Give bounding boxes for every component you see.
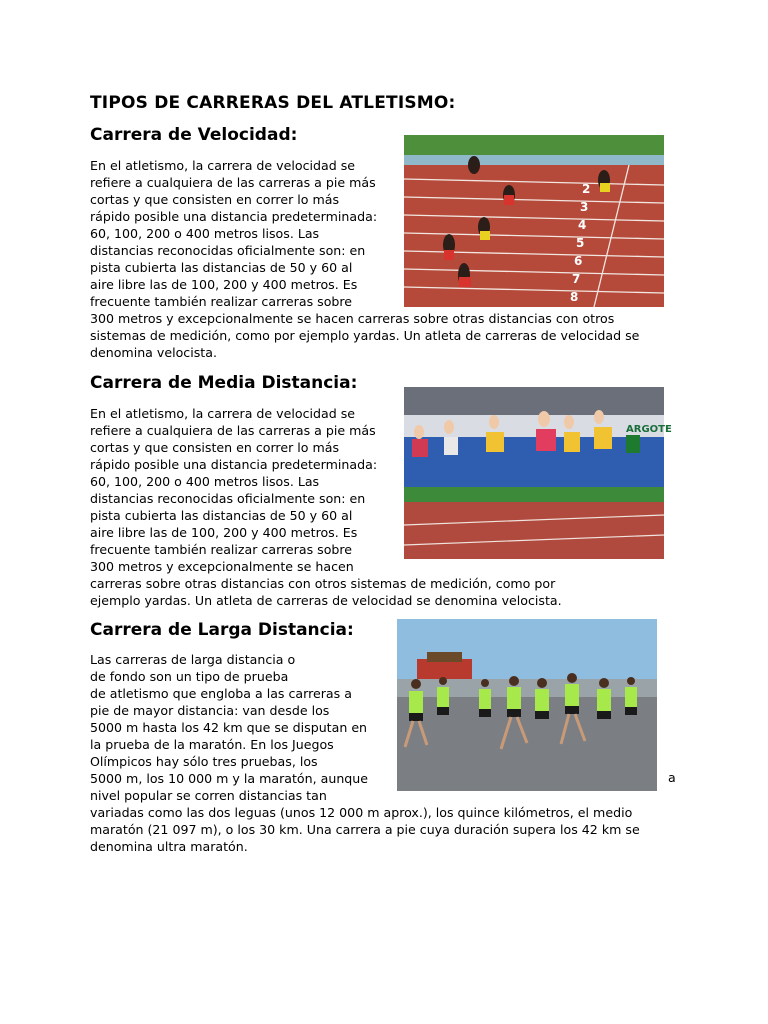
text-line: ejemplo yardas. Un atleta de carreras de velocidad se denomina velocista. [90, 593, 562, 608]
text-line: refiere a cualquiera de las carreras a pie más [90, 423, 376, 438]
text-line: pie de mayor distancia: van desde los [90, 703, 330, 718]
text-line: 300 metros y excepcionalmente se hacen [90, 559, 354, 574]
lane-number: 8 [570, 290, 579, 304]
lane-number: 2 [582, 182, 591, 196]
text-line: rápido posible una distancia predeterminada: [90, 209, 378, 224]
text-line: En el atletismo, la carrera de velocidad se [90, 158, 356, 173]
text-line: distancias reconocidas oficialmente son: en [90, 491, 366, 506]
lane-number: 4 [578, 218, 587, 232]
text-line: Las carreras de larga distancia o [90, 652, 296, 667]
text-line: de atletismo que engloba a las carreras a [90, 686, 352, 701]
text-line: distancias reconocidas oficialmente son: en [90, 243, 366, 258]
text-line: variadas como las dos leguas (unos 12 000 m aprox.), los quince kilómetros, el medio [90, 805, 633, 820]
text-line: rápido posible una distancia predeterminada: [90, 457, 378, 472]
text-line: de fondo son un tipo de prueba [90, 669, 289, 684]
stray-char: a [668, 770, 676, 785]
text-line: cortas y que consisten en correr lo más [90, 440, 340, 455]
middle-distance-photo [404, 387, 672, 559]
heading-velocidad: Carrera de Velocidad: [90, 125, 298, 145]
text-line: 300 metros y excepcionalmente se hacen carreras sobre otras distancias con otros [90, 311, 615, 326]
text-line: denomina ultra maratón. [90, 839, 248, 854]
text-line: 5000 m, los 10 000 m y la maratón, aunque [90, 771, 369, 786]
text-line: refiere a cualquiera de las carreras a pie más [90, 175, 376, 190]
text-line: nivel popular se corren distancias tan [90, 788, 327, 803]
text-line: frecuente también realizar carreras sobre [90, 294, 353, 309]
text-line: 60, 100, 200 o 400 metros lisos. Las [90, 474, 320, 489]
text-line: la prueba de la maratón. En los Juegos [90, 737, 334, 752]
text-line: denomina velocista. [90, 345, 217, 360]
text-line: carreras sobre otras distancias con otros sistemas de medición, como por [90, 576, 556, 591]
long-distance-photo [397, 619, 657, 791]
text-line: Olímpicos hay sólo tres pruebas, los [90, 754, 318, 769]
text-line: aire libre las de 100, 200 y 400 metros. Es [90, 525, 358, 540]
text-line: sistemas de medición, como por ejemplo yardas. Un atleta de carreras de velocidad se [90, 328, 640, 343]
text-line: pista cubierta las distancias de 50 y 60 al [90, 508, 353, 523]
text-line: pista cubierta las distancias de 50 y 60 al [90, 260, 353, 275]
text-line: 60, 100, 200 o 400 metros lisos. Las [90, 226, 320, 241]
text-line: En el atletismo, la carrera de velocidad se [90, 406, 356, 421]
heading-media-distancia: Carrera de Media Distancia: [90, 373, 358, 393]
text-line: 5000 m hasta los 42 km que se disputan en [90, 720, 368, 735]
text-line: maratón (21 097 m), o los 30 km. Una carrera a pie cuya duración supera los 42 km se [90, 822, 640, 837]
banner-text: ARGOTE [626, 424, 672, 435]
text-line: aire libre las de 100, 200 y 400 metros. Es [90, 277, 358, 292]
lane-number: 5 [576, 236, 585, 250]
lane-number: 3 [580, 200, 589, 214]
lane-number: 7 [572, 272, 581, 286]
heading-larga-distancia: Carrera de Larga Distancia: [90, 620, 354, 640]
lane-number: 6 [574, 254, 583, 268]
page-title: TIPOS DE CARRERAS DEL ATLETISMO: [90, 93, 456, 113]
sprint-photo [404, 135, 664, 307]
text-line: frecuente también realizar carreras sobre [90, 542, 353, 557]
text-line: cortas y que consisten en correr lo más [90, 192, 340, 207]
